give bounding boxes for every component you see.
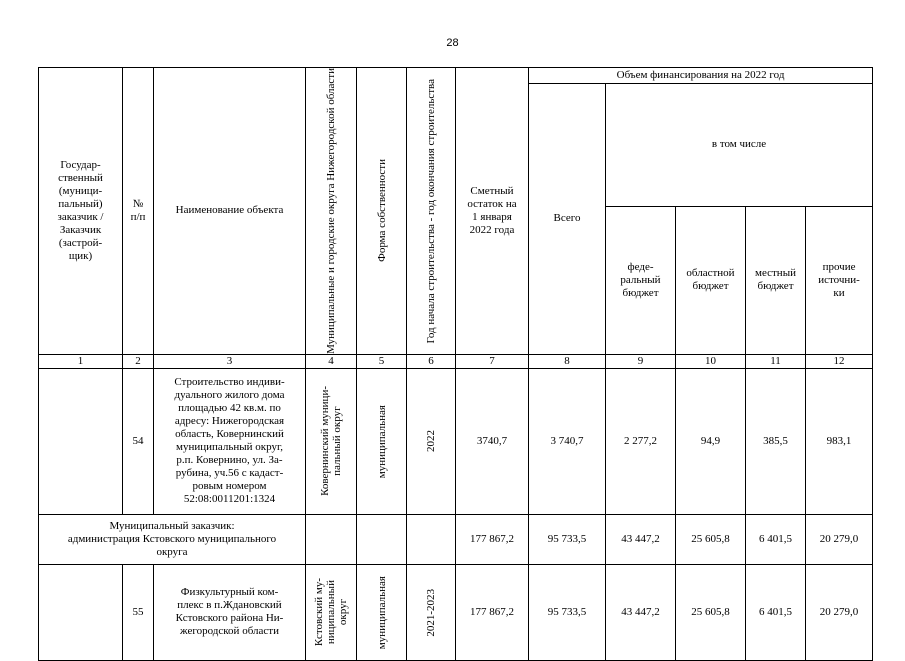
financing-table: [38, 67, 873, 661]
header-districts-text: Муниципальные и городские округа Нижегородской области: [325, 68, 337, 354]
federal-value: 43 447,2: [606, 564, 676, 660]
total-value: 95 733,5: [529, 514, 606, 564]
column-number: 11: [746, 354, 806, 368]
district-cell: [306, 368, 357, 514]
ownership-text: муниципальная: [375, 575, 388, 649]
other-value: 983,1: [806, 368, 873, 514]
column-number: 3: [154, 354, 306, 368]
header-number: № п/п: [123, 68, 154, 355]
column-number: 8: [529, 354, 606, 368]
row-number: 54: [123, 368, 154, 514]
years-cell: [407, 368, 456, 514]
years-cell: [407, 564, 456, 660]
ownership-cell: [357, 564, 407, 660]
column-number: 1: [39, 354, 123, 368]
regional-value: 25 605,8: [676, 514, 746, 564]
estimate-value: 177 867,2: [456, 564, 529, 660]
header-years-text: Год начала строительства - год окончания строительства: [425, 78, 437, 344]
header-funding-group: Объем финансирования на 2022 год: [529, 68, 873, 84]
header-total: Всего: [529, 84, 606, 355]
column-number: 10: [676, 354, 746, 368]
column-number: 12: [806, 354, 873, 368]
column-numbers-row: [39, 354, 873, 368]
header-customer: Государ- ственный (муници- пальный) заказчик / Заказчик (застрой- щик): [39, 68, 123, 355]
header-ownership: [357, 68, 407, 355]
district-text: Кстовский му- ниципальный округ: [313, 578, 349, 647]
federal-value: 2 277,2: [606, 368, 676, 514]
customer-cell: [39, 368, 123, 514]
header-years: [407, 68, 456, 355]
header-including: в том числе: [606, 84, 873, 207]
header-districts: [306, 68, 357, 355]
column-number: 2: [123, 354, 154, 368]
years-text: 2022: [425, 430, 437, 453]
total-value: 3 740,7: [529, 368, 606, 514]
table-row-55: [39, 564, 873, 660]
local-value: 385,5: [746, 368, 806, 514]
header-ownership-text: Форма собственности: [375, 159, 388, 263]
ownership-cell: [357, 514, 407, 564]
header-object-name: Наименование объекта: [154, 68, 306, 355]
table-row-54: [39, 368, 873, 514]
local-value: 6 401,5: [746, 514, 806, 564]
ownership-cell: [357, 368, 407, 514]
years-text: 2021-2023: [425, 588, 437, 637]
header-other: прочие источни- ки: [806, 206, 873, 354]
local-value: 6 401,5: [746, 564, 806, 660]
header-local: местный бюджет: [746, 206, 806, 354]
column-number: 7: [456, 354, 529, 368]
other-value: 20 279,0: [806, 514, 873, 564]
row-number: 55: [123, 564, 154, 660]
column-number: 4: [306, 354, 357, 368]
ownership-text: муниципальная: [375, 404, 388, 478]
district-cell: [306, 514, 357, 564]
customer-cell: [39, 564, 123, 660]
regional-value: 94,9: [676, 368, 746, 514]
customer-subtotal-row: [39, 514, 873, 564]
column-number: 6: [407, 354, 456, 368]
years-cell: [407, 514, 456, 564]
regional-value: 25 605,8: [676, 564, 746, 660]
district-text: Ковернинский муници- пальный округ: [319, 386, 343, 497]
page-number: 28: [446, 37, 459, 49]
object-name: Физкультурный ком- плекс в п.Ждановский Кстовского района Ни- жегородской области: [154, 564, 306, 660]
header-regional: областной бюджет: [676, 206, 746, 354]
estimate-value: 177 867,2: [456, 514, 529, 564]
district-cell: [306, 564, 357, 660]
other-value: 20 279,0: [806, 564, 873, 660]
customer-label: Муниципальный заказчик: администрация Кстовского муниципального округа: [39, 514, 306, 564]
estimate-value: 3740,7: [456, 368, 529, 514]
column-number: 9: [606, 354, 676, 368]
object-name: Строительство индиви- дуального жилого дома площадью 42 кв.м. по адресу: Нижегородская область, Ковернинский муниципальный округ, р.п. Ковернино, ул. За- рубина, уч.56 с кадаст- ровым номером 52:08:0011201:1324: [154, 368, 306, 514]
column-number: 5: [357, 354, 407, 368]
header-federal: феде- ральный бюджет: [606, 206, 676, 354]
federal-value: 43 447,2: [606, 514, 676, 564]
total-value: 95 733,5: [529, 564, 606, 660]
header-estimate: Сметный остаток на 1 января 2022 года: [456, 68, 529, 355]
